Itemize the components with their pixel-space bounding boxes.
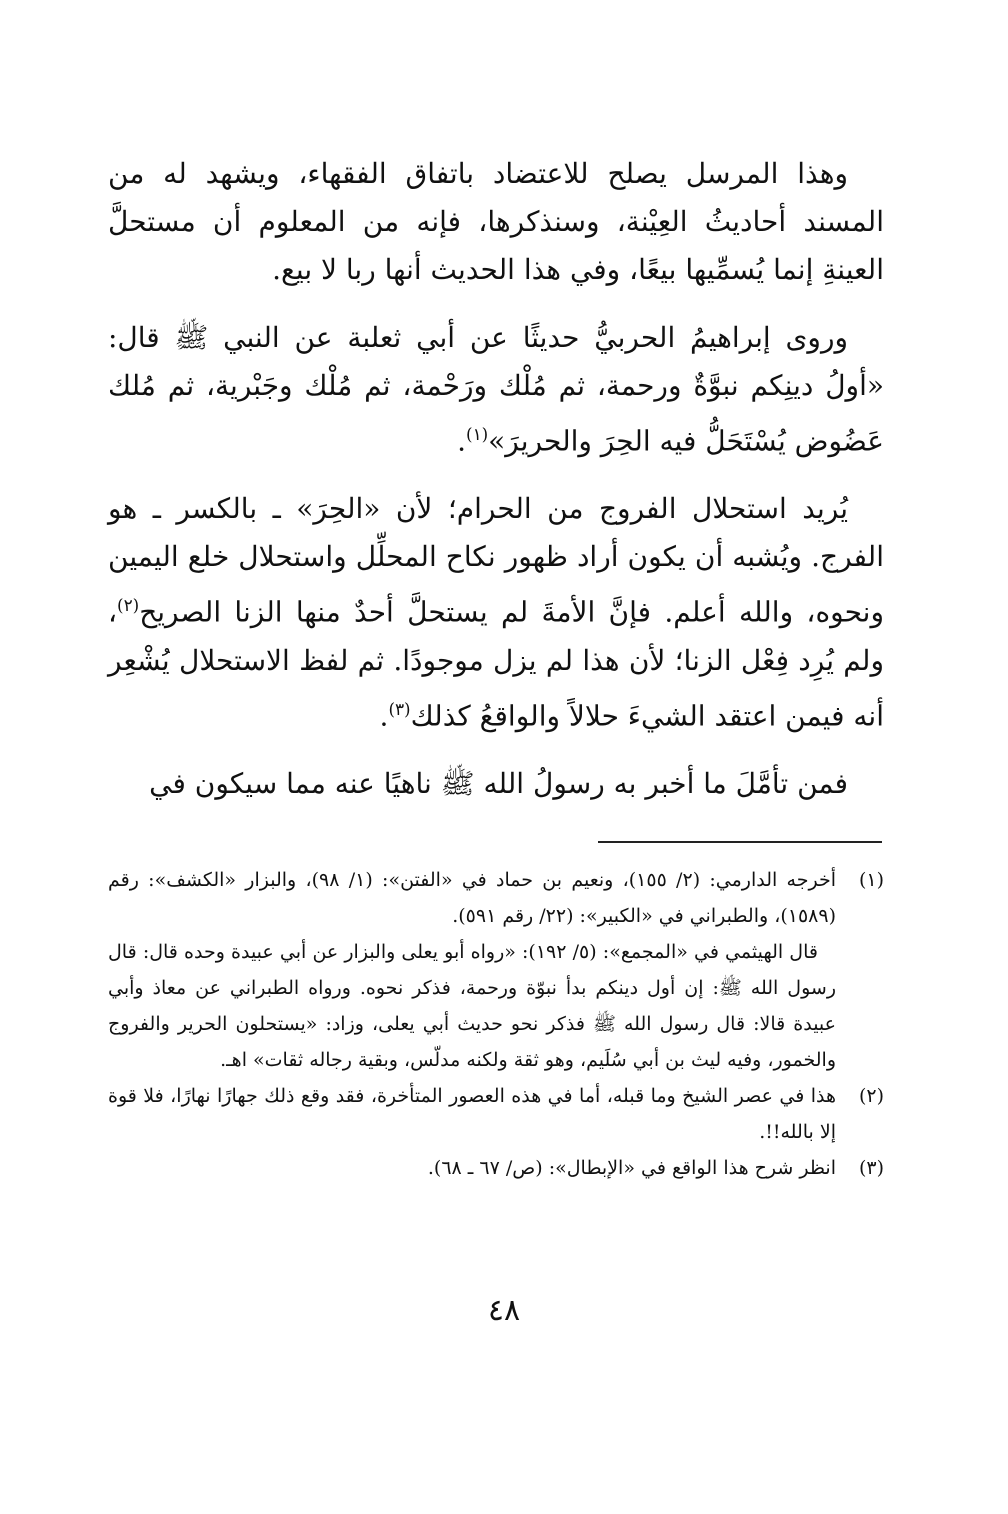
paragraph-2-end: . [457, 424, 467, 458]
footnote-paragraph: هذا في عصر الشيخ وما قبله، أما في هذه العصور المتأخرة، فقد وقع ذلك جهارًا نهارًا، فلا قوة إلا بالله!!. [108, 1085, 836, 1143]
footnote-ref-1[interactable]: (١) [466, 424, 489, 444]
footnote-number: (٣) [858, 1157, 884, 1179]
paragraph-2-text: وروى إبراهيمُ الحربيُّ حديثًا عن أبي ثعلبة عن النبي ﷺ قال: «أولُ دينِكم نبوَّةٌ ورحمة، ثم مُلْك ورَحْمة، ثم مُلْك وجَبْرية، ثم مُلك عَضُوض يُسْتَحَلُّ فيه الحِرَ والحريرَ» [108, 321, 884, 458]
footnotes [108, 862, 884, 1186]
footnote-3 [108, 1150, 884, 1186]
footnote-paragraph: انظر شرح هذا الواقع في «الإبطال»: (ص/ ٦٧ ـ ٦٨). [427, 1157, 836, 1179]
footnote-paragraph: قال الهيثمي في «المجمع»: (٥/ ١٩٢): «رواه أبو يعلى والبزار عن أبي عبيدة وحده قال: قال رسول الله ﷺ: إن أول دينكم بدأ نبوّة ورحمة، فذكر نحوه. ورواه الطبراني عن معاذ وأبي عبيدة قالا: قال رسول الله ﷺ فذكر نحو حديث أبي يعلى، وزاد: «يستحلون الحرير والفروج والخمور، وفيه ليث بن أبي سُلَيم، وهو ثقة ولكنه مدلّس، وبقية رجاله ثقات» اهـ. [108, 941, 837, 1071]
footnote-body [108, 1150, 836, 1186]
paragraph-3-end: . [379, 698, 389, 732]
footnote-2 [108, 1078, 884, 1150]
footnote-number: (١) [858, 869, 884, 891]
main-text [108, 150, 884, 828]
paragraph-3-text-b: ، ولم يُرِد فِعْل الزنا؛ لأن هذا لم يزل موجودًا. ثم لفظ الاستحلال يُشْعِر أنه فيمن اعتقد الشيءَ حلالاً والواقعُ كذلك [108, 595, 884, 732]
page-number: ٤٨ [487, 1293, 521, 1328]
footnote-body [108, 862, 836, 1078]
footnote-ref-3[interactable]: (٣) [388, 698, 411, 719]
footnote-1 [108, 862, 884, 1078]
paragraph-4: فمن تأمَّلَ ما أخبر به رسولُ الله ﷺ ناهيًا عنه مما سيكون في [149, 766, 848, 800]
paragraph-2 [108, 314, 884, 465]
footnote-paragraph: أخرجه الدارمي: (٢/ ١٥٥)، ونعيم بن حماد في «الفتن»: (١/ ٩٨)، والبزار «الكشف»: رقم (١٥٨٩)، والطبراني في «الكبير»: (٢٢/ رقم ٥٩١). [108, 869, 836, 927]
footnote-body [108, 1078, 836, 1150]
footnote-number: (٢) [858, 1085, 884, 1107]
paragraph-3 [108, 485, 884, 740]
footnote-separator [598, 841, 882, 843]
footnote-ref-2[interactable]: (٢) [117, 595, 140, 616]
paragraph-1: وهذا المرسل يصلح للاعتضاد باتفاق الفقهاء، ويشهد له من المسند أحاديثُ العِيْنة، وسنذكرها، فإنه من المعلوم أن مستحلَّ العينةِ إنما يُسمِّيها بيعًا، وفي هذا الحديث أنها ربا لا بيع. [108, 157, 884, 286]
paragraph-3-text-a: يُريد استحلال الفروج من الحرام؛ لأن «الحِرَ» ـ بالكسر ـ هو الفرج. ويُشبه أن يكون أراد ظهور نكاح المحلِّل واستحلال خلع اليمين ونحوه، والله أعلم. فإنَّ الأمةَ لم يستحلَّ أحدٌ منها الزنا الصريح [108, 492, 884, 629]
